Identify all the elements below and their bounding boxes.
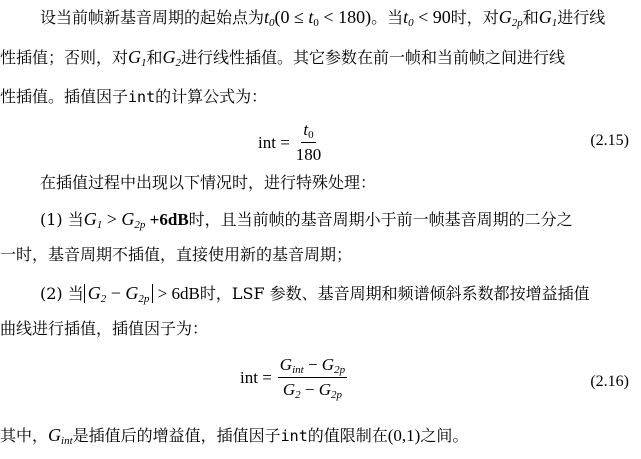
text: 设当前帧新基音周期的起始点为 [40,8,265,27]
var-g2: $G_2$ [162,47,182,69]
range: $(0 \le t_0 < 180)$ [274,7,372,29]
var-g1: $G_1$ [128,47,147,69]
var-g2p: $G_{2p}$ [498,7,523,29]
para5: 其中，$G_{int}$是插值后的增益值，插值因子int的值限制在(0,1)之间。 [0,425,469,447]
para3-line1: (1) 当$G_1 > G_{2p} +6dB$时，且当前帧的基音周期小于前一帧基音周期的二分之 [40,209,573,231]
var-t: $t_0$ [264,7,275,29]
lt90: < 90 [413,7,451,27]
fraction: $\frac{t_0}{180}$ [295,120,322,164]
equation-2-15 [0,120,641,170]
para4-line2: 曲线进行插值，插值因子为： [0,319,209,338]
eq-lhs: int = [258,132,290,152]
equation-label: (2.15) [590,132,629,149]
eq-lhs: int = [240,367,272,387]
para3-line2: 一时，基音周期不插值，直接使用新的基音周期； [0,245,353,264]
equation-label: (2.16) [590,373,629,390]
text: 和 [522,8,539,27]
para2: 在插值过程中出现以下情况时，进行特殊处理： [40,173,377,192]
var-t: $t_0$ [403,7,414,29]
para4-line1: (2) 当 $G_2 - G_{2p} > 6dB$时，LSF 参数、基音周期和频谱倾斜系数都按增益插值 [40,283,590,305]
para1-line2: 性插值；否则，对$G_1$和$G_2$进行线性插值。其它参数在前一帧和当前帧之间进行线 [0,47,566,69]
text: 。当 [371,8,404,27]
var-g1: $G_1$ [538,7,558,29]
equation-2-16 [0,355,641,405]
abs-value: $G_2 - G_{2p}$ [84,284,154,303]
fraction: $\frac{G_{int} - G_{2p}}{G_2 - G_{2p}}$ [279,355,346,401]
para1-line1: 设当前帧新基音周期的起始点为$t_0(0 \le t_0 < 180)$。当$t_0 < 90$时，对$G_{2p}$和$G_1$进行线 [40,7,606,29]
text: 时，对 [450,8,499,27]
para1-line3: 性插值。插值因子int的计算公式为： [0,87,268,106]
